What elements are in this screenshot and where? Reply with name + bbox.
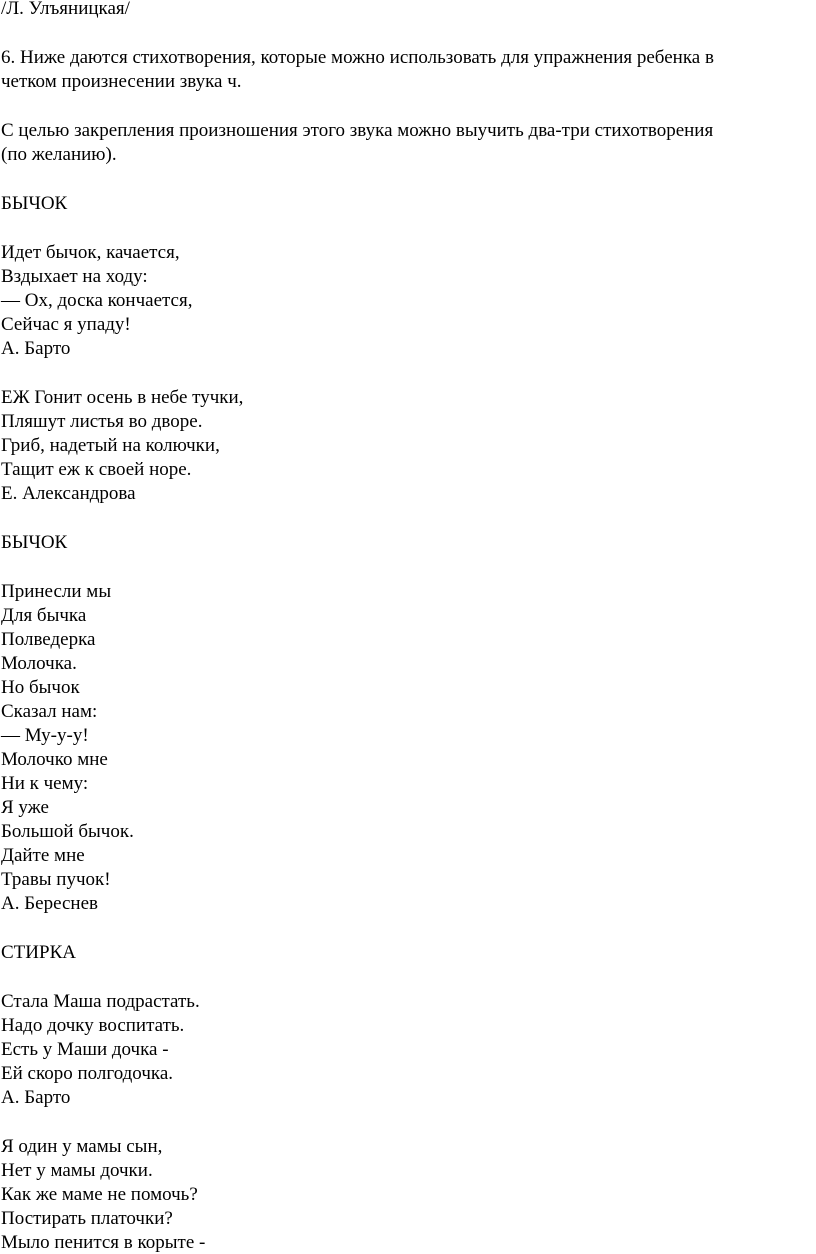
poem-line: Тащит еж к своей норе. [1, 459, 192, 480]
poem-author: Е. Александрова [1, 483, 136, 504]
poem-title: СТИРКА [1, 942, 76, 963]
poem-line: Постирать платочки? [1, 1208, 173, 1229]
poem-author: А. Береснев [1, 893, 98, 914]
intro-paragraph-2-line-1: С целью закрепления произношения этого звука можно выучить два-три стихотворения [1, 120, 714, 141]
poem-line: Молочка. [1, 653, 77, 674]
poem-author: А. Барто [1, 1087, 71, 1108]
poem-line: Но бычок [1, 677, 80, 698]
poem-line: Ей скоро полгодочка. [1, 1063, 174, 1084]
poem-line: Травы пучок! [1, 869, 111, 890]
poem-author: А. Барто [1, 338, 71, 359]
poem-line: Вздыхает на ходу: [1, 266, 148, 287]
poem-line: — Ох, доска кончается, [1, 290, 193, 311]
poem-line: Стала Маша подрастать. [1, 991, 200, 1012]
poem-title: БЫЧОК [1, 532, 68, 553]
poem-line: Пляшут листья во дворе. [1, 411, 203, 432]
poem-line: Молочко мне [1, 749, 108, 770]
intro-paragraph-1-line-1: 6. Ниже даются стихотворения, которые можно использовать для упражнения ребенка в [1, 47, 714, 68]
poem-line: Принесли мы [1, 581, 112, 602]
poem-line: Я один у мамы сын, [1, 1136, 163, 1157]
poem-line: Есть у Маши дочка - [1, 1039, 169, 1060]
poem-line: — Му-у-у! [1, 725, 89, 746]
poem-line: Как же маме не помочь? [1, 1184, 198, 1205]
author-line: /Л. Улъяницкая/ [1, 0, 130, 19]
poem-line: Ни к чему: [1, 773, 89, 794]
intro-paragraph-1-line-2: четком произнесении звука ч. [1, 71, 242, 92]
poem-line: Я уже [1, 797, 49, 818]
poem-line: Гриб, надетый на колючки, [1, 435, 220, 456]
poem-line: Для бычка [1, 605, 87, 626]
poem-line: Нет у мамы дочки. [1, 1160, 153, 1181]
poem-line: Дайте мне [1, 845, 85, 866]
poem-line: ЕЖ Гонит осень в небе тучки, [1, 387, 244, 408]
intro-paragraph-2-line-2: (по желанию). [1, 144, 117, 165]
poem-line: Надо дочку воспитать. [1, 1015, 185, 1036]
poem-line: Идет бычок, качается, [1, 242, 180, 263]
poem-line: Сказал нам: [1, 701, 98, 722]
poem-line: Полведерка [1, 629, 96, 650]
poem-line: Сейчас я упаду! [1, 314, 131, 335]
poem-line: Большой бычок. [1, 821, 134, 842]
poem-title: БЫЧОК [1, 193, 68, 214]
poem-line: Мыло пенится в корыте - [1, 1232, 206, 1253]
